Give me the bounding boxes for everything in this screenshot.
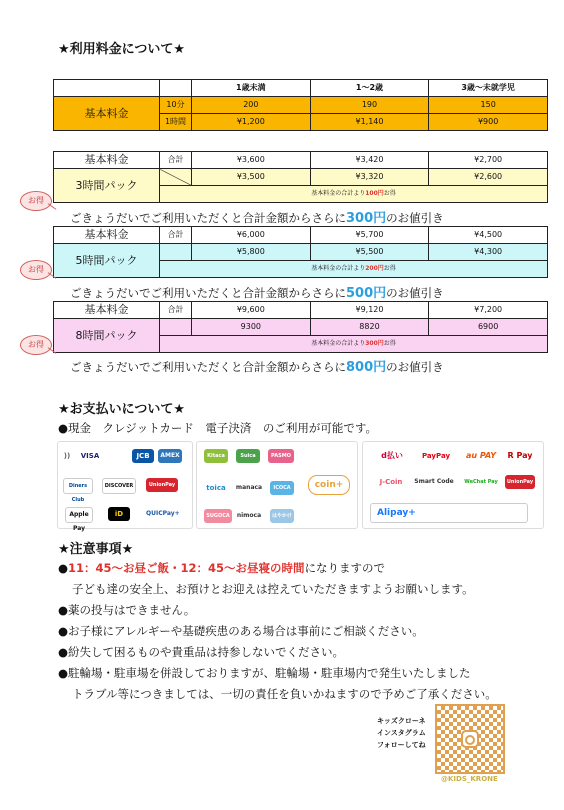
price-cell: 6900 [429,319,548,336]
price-cell: 9300 [192,319,311,336]
unit-1hour: 1時間 [160,114,192,131]
price-cell: 200 [192,97,311,114]
coin-plus-logo: coin+ [308,475,350,495]
pack-note: 基本料金の合計より300円お得 [160,336,548,353]
pack-base-label: 基本料金 [54,227,160,244]
rakuten-pay-logo: R Pay [507,451,533,460]
price-cell: ¥5,800 [192,244,311,261]
pack-3h-table [53,151,548,203]
pasmo-logo: PASMO [268,449,294,463]
pack-label: 8時間パック [54,319,160,353]
price-cell: ¥3,320 [310,169,429,186]
price-cell: ¥1,200 [192,114,311,131]
pack-label: 3時間パック [54,169,160,203]
payment-text: ●現金 クレジットカード 電子決済 のご利用が可能です。 [58,421,377,435]
deal-callout: お得 [20,191,52,211]
pack-note: 基本料金の合計より100円お得 [160,186,548,203]
diagonal-cell [160,169,192,186]
jcb-logo: JCB [132,449,154,463]
note-item: ●お子様にアレルギーや基礎疾患のある場合は事前にご相談ください。 [58,624,424,638]
price-cell: ¥1,140 [310,114,429,131]
note-lunch-nap: ●11：45～お昼ご飯・12：45～お昼寝の時間になりますので [58,561,386,575]
unionpay-qr-logo: UnionPay [505,475,535,489]
note-item: ●薬の投与はできません。 [58,603,196,617]
price-cell: ¥4,500 [429,227,548,244]
instagram-qr-code[interactable] [435,704,505,774]
note-item-continued: トラブル等につきましては、一切の責任を負いかねますので予めご了承ください。 [72,687,497,701]
discover-logo: DISCOVER [102,478,136,494]
price-cell: ¥3,420 [310,152,429,169]
pack-note: 基本料金の合計より200円お得 [160,261,548,278]
d-barai-logo: d払い [381,451,403,460]
paypay-logo: PayPay [421,452,451,460]
header-1-2: 1～2歳 [310,80,429,97]
pack-base-label: 基本料金 [54,152,160,169]
jcoin-logo: J-Coin [379,478,403,486]
header-3-preschool: 3歳～未就学児 [429,80,548,97]
manaca-logo: manaca [235,484,263,491]
price-cell: ¥3,500 [192,169,311,186]
total-label: 合計 [160,227,192,244]
smartcode-logo: Smart Code [414,478,454,485]
amex-logo: AMEX [158,449,182,463]
note-lunch-nap-detail: 子ども達の安全上、お預けとお迎えは控えていただきますようお願いします。 [72,582,474,596]
total-label: 合計 [160,302,192,319]
toica-logo: toica [206,484,226,492]
payment-title: ★お支払いについて★ [58,402,186,417]
unionpay-logo: UnionPay [146,478,178,492]
sibling-discount: ごきょうだいでご利用いただくと合計金額からさらに300円のお値引き [70,211,444,226]
price-cell: ¥2,700 [429,152,548,169]
price-cell: ¥9,600 [192,302,311,319]
quicpay-logo: QUICPay+ [146,510,180,517]
hayakaken-logo: はやかけん [270,509,294,523]
kitaca-logo: Kitaca [204,449,228,463]
qr-caption: キッズクローネ インスタグラム フォローしてね [377,717,426,749]
price-cell: ¥6,000 [192,227,311,244]
mastercard-logo [106,449,128,463]
unit-10min: 10分 [160,97,192,114]
price-cell: ¥900 [429,114,548,131]
instagram-icon [461,730,479,748]
price-cell: ¥4,300 [429,244,548,261]
sibling-discount: ごきょうだいでご利用いただくと合計金額からさらに500円のお値引き [70,286,444,301]
price-cell: 190 [310,97,429,114]
price-cell: ¥5,700 [310,227,429,244]
base-fee-table [53,79,548,131]
notes-title: ★注意事項★ [58,542,134,557]
header-under-1: 1歳未満 [192,80,311,97]
sugoca-logo: SUGOCA [204,509,232,523]
pack-8h-table [53,301,548,353]
id-logo: iD [108,507,130,521]
diners-logo: Diners Club [63,478,93,494]
aupay-logo: au PAY [465,451,497,460]
deal-callout: お得 [20,260,52,280]
base-fee-label: 基本料金 [54,97,160,131]
price-cell: ¥5,500 [310,244,429,261]
sibling-discount: ごきょうだいでご利用いただくと合計金額からさらに800円のお値引き [70,360,444,375]
note-item: ●紛失して困るものや貴重品は持参しないでください。 [58,645,345,659]
price-cell: ¥2,600 [429,169,548,186]
alipay-plus-logo: Alipay+ [370,503,528,523]
suica-logo: Suica [236,449,260,463]
pack-5h-table [53,226,548,278]
pack-base-label: 基本料金 [54,302,160,319]
deal-callout: お得 [20,335,52,355]
wechatpay-logo: WeChat Pay [464,479,498,485]
contactless-icon: )) [63,452,71,460]
visa-logo: VISA [80,452,100,460]
total-label: 合計 [160,152,192,169]
icoca-logo: ICOCA [270,481,294,495]
note-item: ●駐輪場・駐車場を併設しておりますが、駐輪場・駐車場内で発生いたしました [58,666,471,680]
price-cell: 150 [429,97,548,114]
price-cell: ¥7,200 [429,302,548,319]
price-cell: ¥9,120 [310,302,429,319]
applepay-logo: Apple Pay [65,507,93,523]
nimoca-logo: nimoca [236,512,262,519]
pack-label: 5時間パック [54,244,160,278]
fees-title: ★利用料金について★ [58,42,186,57]
instagram-handle: @KIDS_KRONE [441,775,498,783]
price-cell: 8820 [310,319,429,336]
price-cell: ¥3,600 [192,152,311,169]
